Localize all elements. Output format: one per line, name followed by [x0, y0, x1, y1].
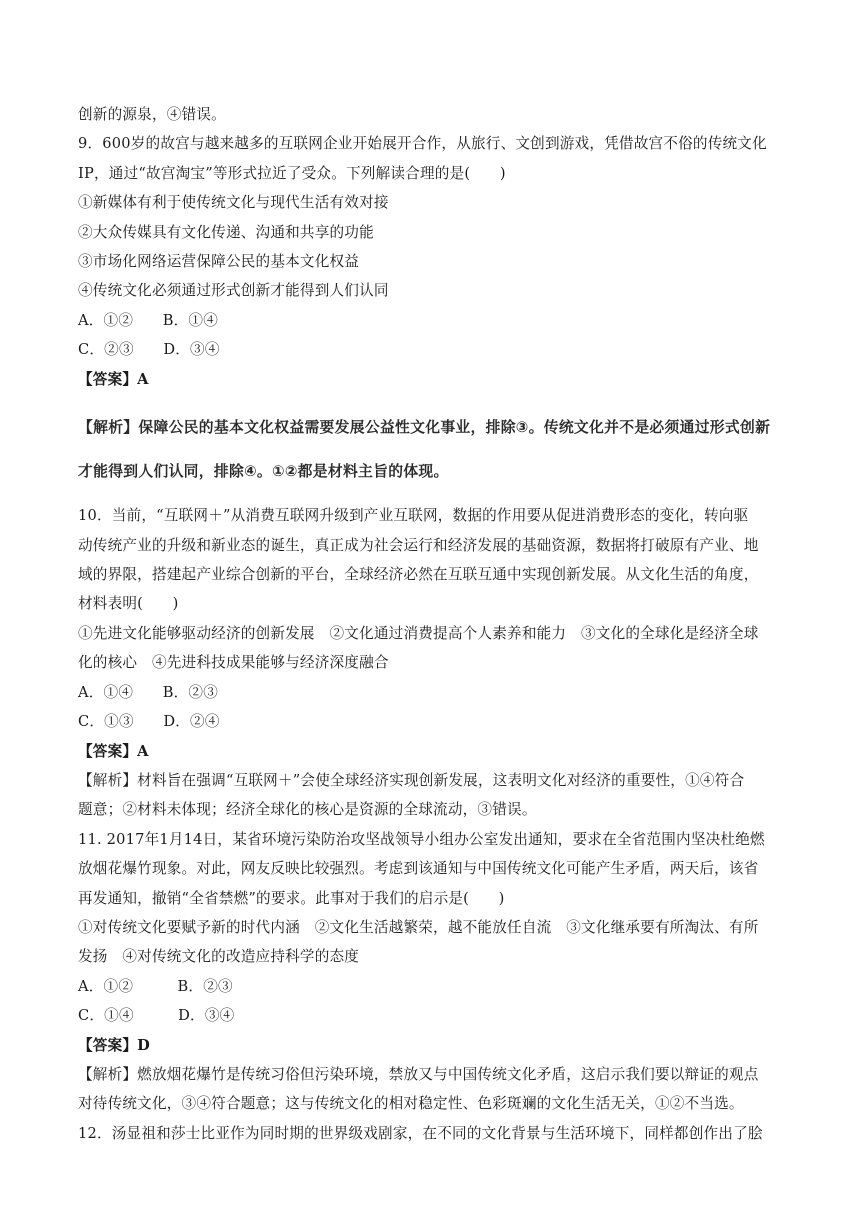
question-11-stem: 11. 2017年1月14日，某省环境污染防治攻坚战领导小组办公室发出通知，要求在全省范围内坚决杜绝燃 — [78, 830, 765, 848]
question-9-choices: A．①② B．①④ — [78, 311, 219, 329]
question-10-analysis: 【解析】材料旨在强调“互联网＋”会使全球经济实现创新发展，这表明文化对经济的重要性，①④符合 — [78, 771, 745, 789]
question-11-stem: 再发通知，撤销“全省禁燃”的要求。此事对于我们的启示是( ) — [78, 889, 505, 907]
question-10-analysis: 题意；②材料未体现；经济全球化的核心是资源的全球流动，③错误。 — [78, 801, 537, 819]
question-11-analysis: 对待传统文化，③④符合题意；这与传统文化的相对稳定性、色彩斑斓的文化生活无关，①②不当选。 — [78, 1095, 744, 1113]
question-11-option: 发扬 ④对传统文化的改造应持科学的态度 — [78, 948, 360, 966]
question-11-choices: C．①④ D．③④ — [78, 1007, 235, 1025]
question-9-stem: 9．600岁的故宫与越来越多的互联网企业开始展开合作，从旅行、文创到游戏，凭借故宫不俗的传统文化 — [78, 135, 767, 153]
question-10-answer: 【答案】A — [78, 742, 149, 760]
question-9-option: ②大众传媒具有文化传递、沟通和共享的功能 — [78, 223, 374, 241]
question-10-option: ①先进文化能够驱动经济的创新发展 ②文化通过消费提高个人素养和能力 ③文化的全球化是经济全球 — [78, 624, 759, 642]
question-10-stem: 10．当前，“互联网＋”从消费互联网升级到产业互联网，数据的作用要从促进消费形态的变化，转向驱 — [78, 507, 749, 525]
question-9-analysis: 【解析】保障公民的基本文化权益需要发展公益性文化事业，排除③。传统文化并不是必须通过形式创新 — [78, 418, 771, 436]
question-9-option: ④传统文化必须通过形式创新才能得到人们认同 — [78, 282, 389, 300]
question-12-stem: 12．汤显祖和莎士比亚作为同时期的世界级戏剧家，在不同的文化背景与生活环境下，同样都创作出了脍 — [78, 1124, 763, 1142]
question-10-choices: A．①④ B．②③ — [78, 683, 219, 701]
question-11-choices: A．①② B．②③ — [78, 977, 233, 995]
question-11-analysis: 【解析】燃放烟花爆竹是传统习俗但污染环境，禁放又与中国传统文化矛盾，这启示我们要以辩证的观点 — [78, 1065, 759, 1083]
question-9-answer: 【答案】A — [78, 370, 149, 388]
text-line: 创新的源泉，④错误。 — [78, 106, 226, 123]
question-9-option: ③市场化网络运营保障公民的基本文化权益 — [78, 253, 360, 271]
question-9-option: ①新媒体有利于使传统文化与现代生活有效对接 — [78, 194, 389, 212]
question-9-analysis: 才能得到人们认同，排除④。①②都是材料主旨的体现。 — [78, 463, 449, 481]
question-9-stem: IP，通过“故宫淘宝”等形式拉近了受众。下列解读合理的是( ) — [78, 164, 506, 182]
question-10-stem: 域的界限，搭建起产业综合创新的平台，全球经济必然在互联互通中实现创新发展。从文化生活的角度， — [78, 566, 759, 584]
question-10-stem: 材料表明( ) — [78, 595, 179, 613]
question-10-stem: 动传统产业的升级和新业态的诞生，真正成为社会运行和经济发展的基础资源，数据将打破原有产业、地 — [78, 536, 759, 554]
question-11-answer: 【答案】D — [78, 1036, 151, 1054]
document-body — [78, 100, 790, 1148]
question-11-option: ①对传统文化要赋予新的时代内涵 ②文化生活越繁荣，越不能放任自流 ③文化继承要有所淘汰、有所 — [78, 918, 759, 936]
question-10-option: 化的核心 ④先进科技成果能够与经济深度融合 — [78, 654, 389, 672]
question-9-choices: C．②③ D．③④ — [78, 341, 220, 359]
question-10-choices: C．①③ D．②④ — [78, 713, 220, 731]
question-11-stem: 放烟花爆竹现象。对此，网友反映比较强烈。考虑到该通知与中国传统文化可能产生矛盾，两天后，该省 — [78, 860, 759, 878]
